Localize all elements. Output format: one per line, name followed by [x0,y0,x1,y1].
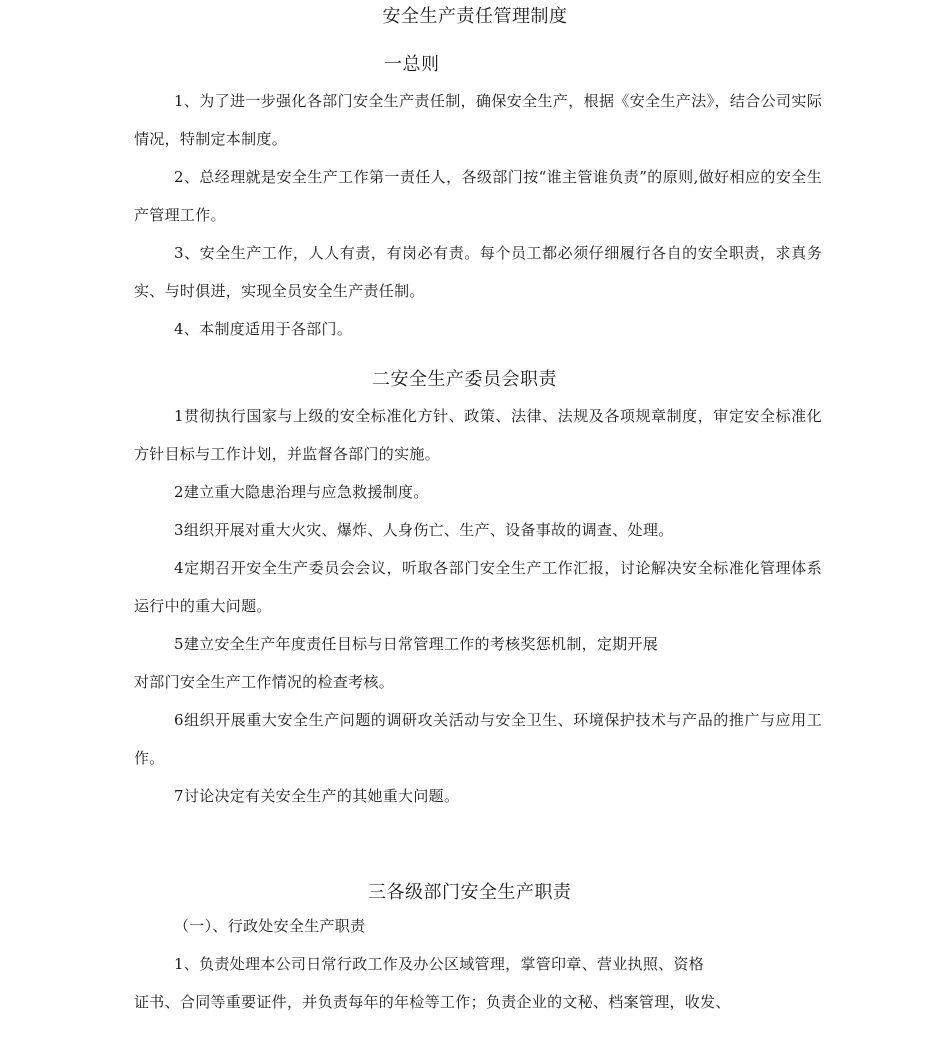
section-heading-departments: 三各级部门安全生产职责 [368,882,572,903]
subsection-heading-admin: （一）、行政处安全生产职责 [174,917,366,935]
paragraph-line: 对部门安全生产工作情况的检查考核。 [134,673,395,691]
paragraph: 4定期召开安全生产委员会会议，听取各部门安全生产工作汇报，讨论解决安全标准化管理体系运行中的重大问题。 [134,559,822,615]
paragraph: 7讨论决定有关安全生产的其她重大问题。 [174,787,460,805]
paragraph [134,625,822,701]
paragraph: 2、总经理就是安全生产工作第一责任人，各级部门按“谁主管谁负责”的原则,做好相应的安全生产管理工作。 [134,168,822,224]
paragraph: 6组织开展重大安全生产问题的调研攻关活动与安全卫生、环境保护技术与产品的推广与应用工作。 [134,711,822,767]
paragraph-line: 1、负责处理本公司日常行政工作及办公区域管理，掌管印章、营业执照、资格 [174,955,705,973]
section-heading-general: 一总则 [384,54,440,75]
section-body-departments [134,945,822,1021]
section-body-committee [134,397,822,815]
paragraph: 2建立重大隐患治理与应急救援制度。 [174,483,429,501]
paragraph: 3、安全生产工作，人人有责，有岗必有责。每个员工都必须仔细履行各自的安全职责，求真务实、与时俱进，实现全员安全生产责任制。 [134,244,822,300]
section-heading-committee: 二安全生产委员会职责 [372,369,557,390]
document-title: 安全生产责任管理制度 [382,6,568,27]
paragraph: 3组织开展对重大火灾、爆炸、人身伤亡、生产、设备事故的调查、处理。 [174,521,674,539]
paragraph [134,945,822,1021]
paragraph-line: 证书、合同等重要证件，并负责每年的年检等工作；负责企业的文秘、档案管理，收发、 [134,993,731,1011]
paragraph: 1贯彻执行国家与上级的安全标准化方针、政策、法律、法规及各项规章制度，审定安全标准化方针目标与工作计划，并监督各部门的实施。 [134,407,822,463]
section-body-general [134,82,822,348]
paragraph: 1、为了进一步强化各部门安全生产责任制，确保安全生产，根据《安全生产法》，结合公司实际情况，特制定本制度。 [134,92,822,148]
paragraph-line: 5建立安全生产年度责任目标与日常管理工作的考核奖惩机制，定期开展 [174,635,659,653]
paragraph: 4、本制度适用于各部门。 [174,320,353,338]
